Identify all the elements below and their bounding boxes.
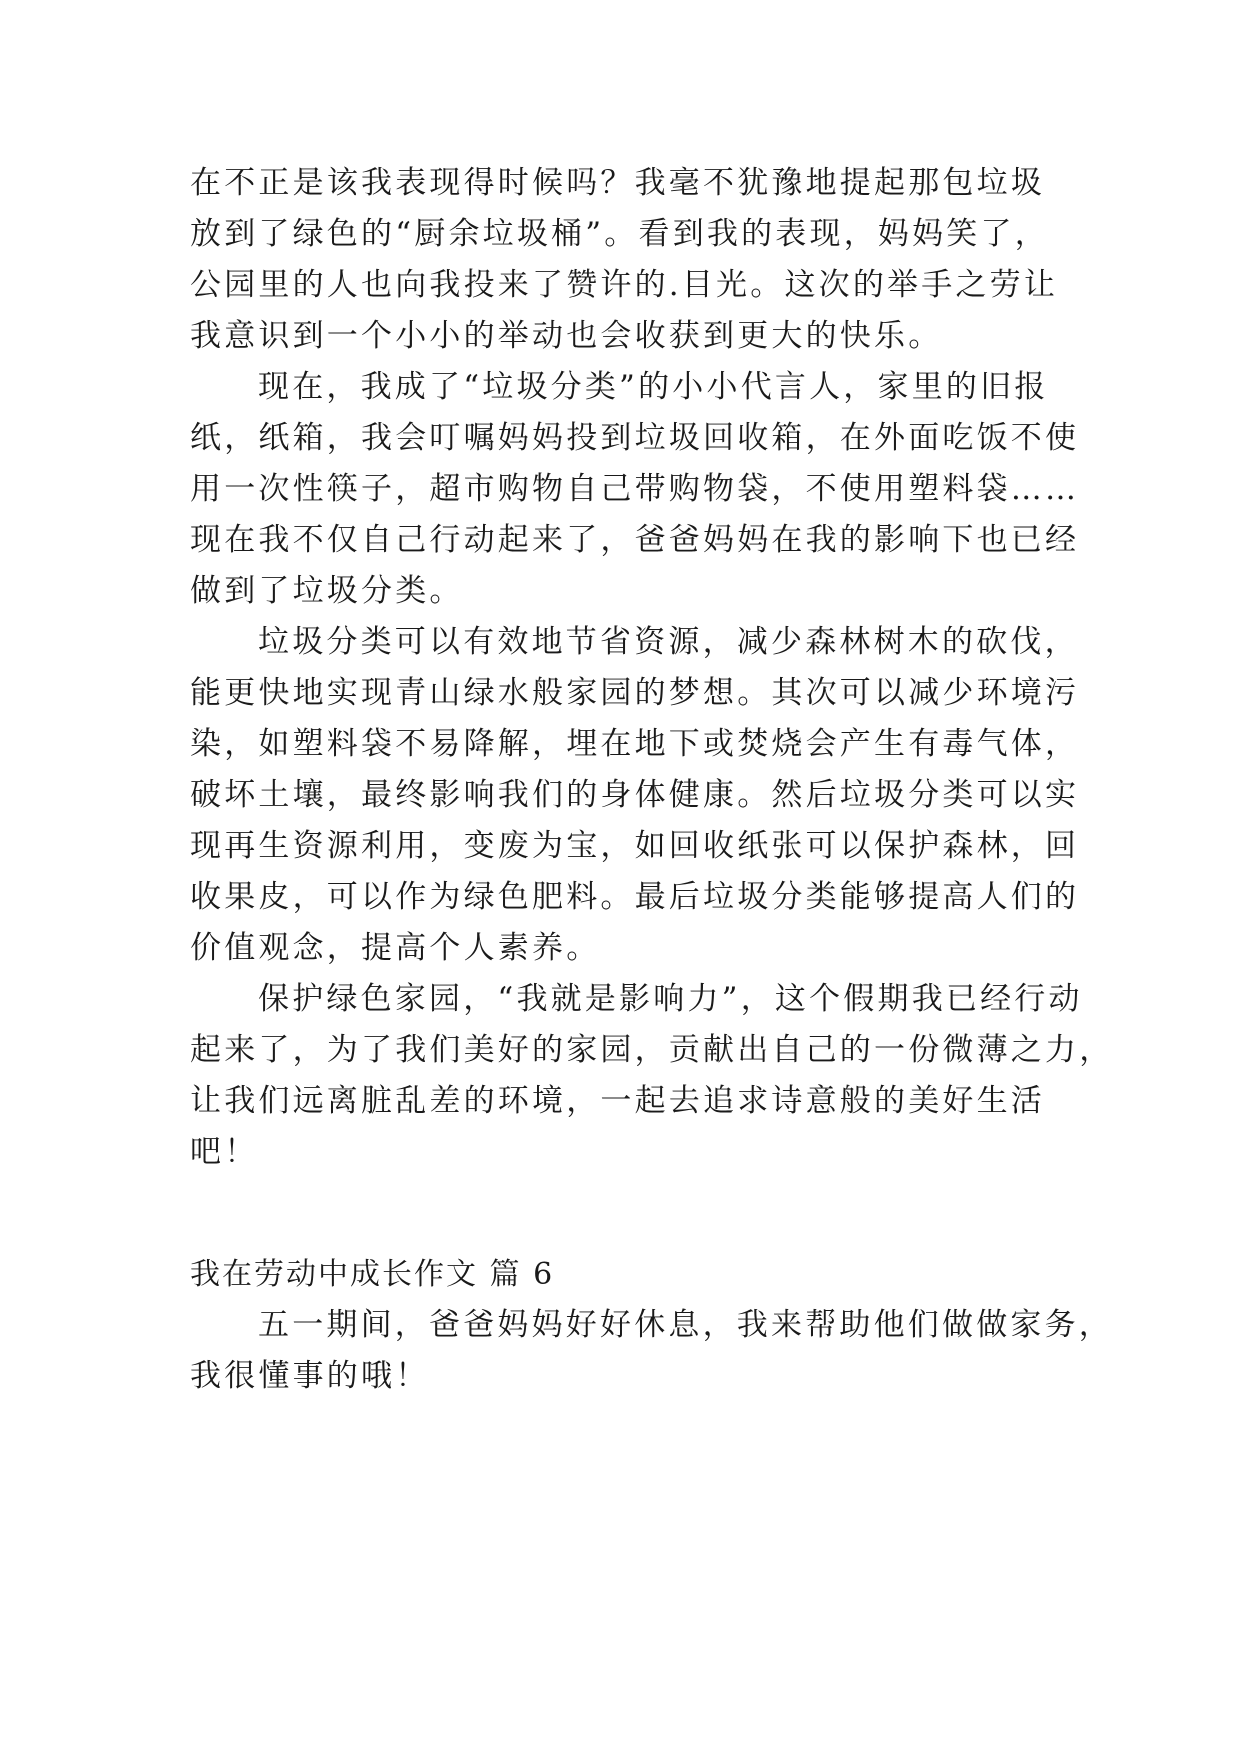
text-line: 价值观念，提高个人素养。 — [190, 930, 601, 966]
text-line: 放到了绿色的“厨余垃圾桶”。看到我的表现，妈妈笑了， — [190, 216, 1049, 252]
text-line: 垃圾分类可以有效地节省资源，减少森林树木的砍伐， — [258, 624, 1079, 660]
document-body — [190, 158, 1114, 1402]
text-line: 我意识到一个小小的举动也会收获到更大的快乐。 — [190, 318, 943, 354]
paragraph-3 — [190, 617, 1080, 974]
text-line: 现在，我成了“垃圾分类”的小小代言人，家里的旧报 — [258, 369, 1049, 405]
text-line: 纸，纸箱，我会叮嘱妈妈投到垃圾回收箱，在外面吃饭不使 — [190, 420, 1080, 456]
text-line: 现再生资源利用，变废为宝，如回收纸张可以保护森林，回 — [190, 828, 1080, 864]
text-line: 做到了垃圾分类。 — [190, 573, 464, 609]
paragraph-1 — [190, 158, 1070, 362]
paragraph-2 — [190, 362, 1080, 617]
text-line: 能更快地实现青山绿水般家园的梦想。其次可以减少环境污 — [190, 675, 1080, 711]
text-line: 起来了，为了我们美好的家园，贡献出自己的一份微薄之力， — [190, 1032, 1114, 1068]
text-line: 收果皮，可以作为绿色肥料。最后垃圾分类能够提高人们的 — [190, 879, 1080, 915]
text-line: 我很懂事的哦！ — [190, 1358, 430, 1394]
text-line: 染，如塑料袋不易降解，埋在地下或焚烧会产生有毒气体， — [190, 726, 1080, 762]
paragraph-4 — [190, 974, 1114, 1178]
section-heading: 我在劳动中成长作文 篇 6 — [190, 1257, 555, 1292]
text-line: 公园里的人也向我投来了赞许的.目光。这次的举手之劳让 — [190, 267, 1059, 303]
text-line: 在不正是该我表现得时候吗？我毫不犹豫地提起那包垃圾 — [190, 165, 1045, 201]
text-line: 吧！ — [190, 1134, 259, 1170]
text-line: 保护绿色家园，“我就是影响力”，这个假期我已经行动 — [258, 981, 1083, 1017]
section-spacer — [190, 1178, 1070, 1229]
text-line: 五一期间，爸爸妈妈好好休息，我来帮助他们做做家务， — [258, 1307, 1113, 1343]
section-paragraph — [190, 1300, 1113, 1402]
text-line: 现在我不仅自己行动起来了，爸爸妈妈在我的影响下也已经 — [190, 522, 1080, 558]
text-line: 用一次性筷子，超市购物自己带购物袋，不使用塑料袋…… — [190, 471, 1080, 507]
text-line: 让我们远离脏乱差的环境，一起去追求诗意般的美好生活 — [190, 1083, 1045, 1119]
text-line: 破坏土壤，最终影响我们的身体健康。然后垃圾分类可以实 — [190, 777, 1080, 813]
